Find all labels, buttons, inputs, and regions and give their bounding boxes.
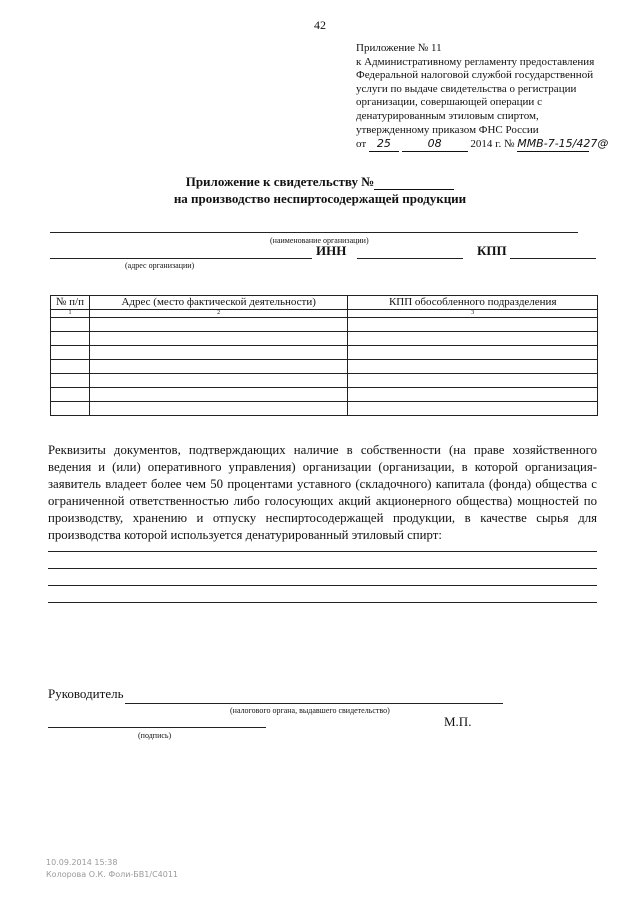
authority-caption: (налогового органа, выдавшего свидетельство)	[230, 706, 390, 715]
signature-line	[48, 727, 266, 728]
appendix-header-line: услуги по выдаче свидетельства о регистрации	[356, 82, 577, 95]
table-cell	[348, 318, 598, 332]
table-cell	[348, 388, 598, 402]
inn-line	[357, 258, 463, 259]
table-cell	[348, 346, 598, 360]
table-row	[51, 360, 598, 374]
table-cell	[51, 360, 90, 374]
table-cell	[89, 374, 348, 388]
print-stamp-line: 10.09.2014 15:38	[46, 858, 118, 867]
date-month: 08	[402, 137, 468, 152]
fill-line	[48, 551, 597, 552]
appendix-header-line: организации, совершающей операции с	[356, 96, 542, 109]
table-row	[51, 388, 598, 402]
page-number: 42	[314, 18, 326, 32]
date-day: 25	[369, 137, 399, 152]
appendix-header-line: денатурированным этиловым спиртом,	[356, 109, 539, 122]
table-cell	[51, 332, 90, 346]
appendix-header-line: Приложение № 11	[356, 42, 442, 54]
date-year: 2014 г. №	[470, 138, 515, 151]
table-cell	[348, 360, 598, 374]
table-header-row	[51, 296, 598, 310]
title-line-2: на производство неспиртосодержащей продукции	[173, 191, 467, 206]
date-prefix: от	[356, 138, 367, 151]
fill-line	[48, 602, 597, 603]
table-row	[51, 346, 598, 360]
branches-table	[50, 295, 598, 416]
column-number: 2	[89, 310, 348, 318]
table-cell	[51, 388, 90, 402]
address-caption: (адрес организации)	[125, 261, 195, 270]
column-number: 1	[51, 310, 90, 318]
org-name-caption: (наименование организации)	[270, 236, 369, 245]
appendix-header-line: Федеральной налоговой службой государственной	[356, 69, 594, 82]
appendix-header-line: к Административному регламенту предоставления	[356, 55, 595, 68]
table-cell	[51, 402, 90, 416]
header-address: Адрес (место фактической деятельности)	[89, 296, 348, 310]
table-cell	[51, 374, 90, 388]
header-kpp: КПП обособленного подразделения	[348, 296, 598, 310]
table-cell	[89, 346, 348, 360]
table-cell	[348, 374, 598, 388]
table-cell	[89, 318, 348, 332]
address-line	[50, 258, 312, 259]
head-label: Руководитель	[48, 686, 124, 701]
table-cell	[348, 332, 598, 346]
print-stamp	[46, 857, 178, 881]
certificate-number-blank	[374, 176, 454, 190]
fill-line	[48, 568, 597, 569]
title-line-1	[0, 173, 640, 190]
kpp-label: КПП	[477, 243, 507, 258]
table-cell	[89, 402, 348, 416]
header-number: № п/п	[51, 296, 90, 310]
inn-label: ИНН	[316, 243, 347, 258]
ownership-documents-paragraph: Реквизиты документов, подтверждающих наличие в собственности (на праве хозяйственного ведения и (или) оперативного управления) организации (организации, в которой организация-заявитель владеет более чем 50 процентами уставного (складочного) капитала (фонда) общества с ограниченной ответственностью либо голосующих акций акционерного общества) мощностей по производству, хранению и отпуску неспиртосодержащей продукции, в качестве сырья для производства которой используется денатурированный этиловый спирт:	[48, 443, 597, 542]
title-certificate-label: Приложение к свидетельству №	[185, 174, 375, 189]
signature-caption: (подпись)	[138, 731, 172, 740]
authority-head-line	[125, 703, 503, 704]
print-stamp-line: Колорова О.К. Фоли-БВ1/С4011	[46, 870, 179, 879]
appendix-header-line: утвержденному приказом ФНС России	[356, 123, 539, 136]
table-cell	[89, 360, 348, 374]
order-date-line	[356, 137, 626, 152]
fill-line	[48, 585, 597, 586]
table-cell	[348, 402, 598, 416]
kpp-line	[510, 258, 596, 259]
column-number-row	[51, 310, 598, 318]
order-number: ММВ-7-15/427@	[517, 137, 609, 151]
table-row	[51, 332, 598, 346]
table-cell	[89, 388, 348, 402]
table-cell	[89, 332, 348, 346]
table-cell	[51, 346, 90, 360]
document-title	[0, 173, 640, 207]
appendix-header	[356, 42, 626, 152]
column-number: 3	[348, 310, 598, 318]
table-row	[51, 374, 598, 388]
table-row	[51, 402, 598, 416]
stamp-place-label: М.П.	[444, 714, 472, 729]
table-cell	[51, 318, 90, 332]
org-name-line	[50, 232, 578, 233]
table-row	[51, 318, 598, 332]
